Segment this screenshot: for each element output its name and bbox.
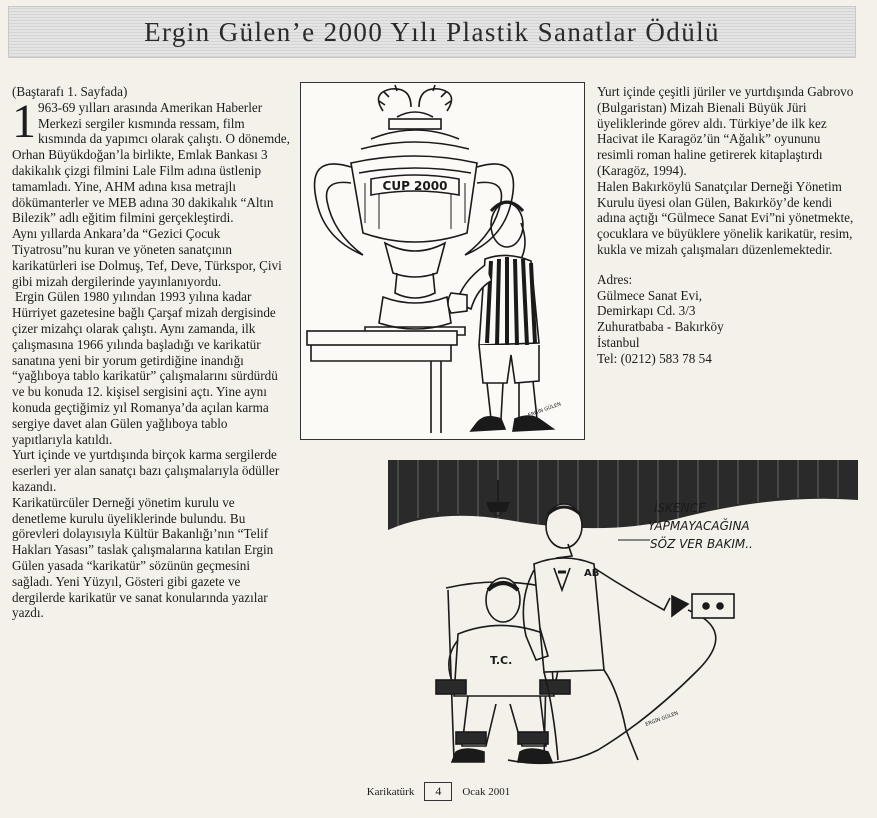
issue-date: Ocak 2001: [462, 785, 511, 798]
trophy-cartoon-drawing: [301, 83, 584, 439]
title-banner: [8, 6, 856, 58]
right-column: [597, 84, 859, 367]
address-phone: Tel: (0212) 583 78 54: [597, 350, 712, 366]
speech-line: SÖZ VER BAKIM..: [650, 537, 753, 551]
article-paragraph: Yurt içinde ve yurtdışında birçok karma sergilerde eserleri yer alan sanatçı bazı çalışmalarıyla ödüller kazandı.: [12, 447, 280, 494]
torture-cartoon-drawing: [358, 460, 858, 775]
address-block: [597, 272, 859, 367]
dropcap: 1: [12, 94, 36, 148]
article-paragraph: Ergin Gülen 1980 yılından 1993 yılına kadar Hürriyet gazetesine bağlı Çarşaf mizah dergisinde çizer mizahçı olarak çalıştı. Aynı zamanda, ilk çalışmasına 1966 yılında başladığı ve karikatür sanatına yeni bir yorum getirdiğine inandığı “yağlıboya tablo karikatür” çalışmalarını sürdürdü ve bu konuda 12. kişisel sergisini açtı. Yine aynı konuda geçtiğimiz yıl Romanya’da açılan karma sergiye davet alan Gülen yağlıboya tablo yapıtlarıyla katıldı.: [12, 289, 278, 447]
torture-cartoon: [358, 460, 858, 775]
article-paragraph: [12, 94, 290, 226]
speech-line: İŞKENCE: [654, 501, 706, 515]
article-paragraph: Yurt içinde çeşitli jüriler ve yurtdışında Gabrovo (Bulgaristan) Mizah Bienali Büyük Jüri üyeliklerinde görev aldı. Türkiye’de ilk kez Hacivat ile Karagöz’ün “Ağalık” oyununu resimli roman haline getirerek kitaplaştırdı (Karagöz, 1994).: [597, 84, 854, 178]
standing-figure-label: AB: [584, 568, 600, 579]
article-paragraph: Karikatürcüler Derneği yönetim kurulu ve denetleme kurulu üyeliklerinde bulundu. Bu görevleri dolayısıyla Kültür Bakanlığı’nın “Telif Hakları Yasası” taslak çalışmalarına katılan Ergin Gülen yasada “karikatür” sözünün geçmesini sağladı. Yeni Yüzyıl, Gösteri gibi gazete ve dergilerde karikatür ve sanat konularında yazılar yazdı.: [12, 494, 274, 621]
address-line: Demirkapı Cd. 3/3: [597, 303, 696, 319]
address-line: Gülmece Sanat Evi,: [597, 287, 703, 303]
cartoon-signature: ERGİN GÜLEN: [644, 710, 680, 728]
article-paragraph: Aynı yıllarda Ankara’da “Gezici Çocuk Tiyatrosu”nu kuran ve yöneten sanatçının karikatürleri ise Dolmuş, Tef, Deve, Türkspor, Çivi gibi mizah dergilerinde yayınlanıyordu.: [12, 226, 282, 289]
left-column: [12, 84, 290, 621]
cartoon-signature: ERGİN GÜLEN: [527, 401, 562, 419]
paragraph-text: 963-69 yılları arasında Amerikan Haberler Merkezi sergiler kısmında ressam, film kısmında da yapımcı olarak çalıştı. O dönemde, Orhan Büyükdoğan’la birlikte, Emlak Bankası 3 dakikalık çizgi filmini Lale Film adına üstlenip tamamladı. Yine, AHM adına kısa metrajlı dökümanterler ve MEB adına 30 dakikalık “Altın Bilezik” adlı eğitim filmini gerçekleştirdi.: [12, 99, 290, 226]
continued-note: (Baştarafı 1. Sayfada): [12, 84, 128, 99]
trophy-cartoon: [300, 82, 585, 440]
seated-figure-label: T.C.: [490, 654, 513, 667]
page-title: Ergin Gülen’e 2000 Yılı Plastik Sanatlar Ödülü: [144, 16, 720, 47]
magazine-name: Karikatürk: [366, 785, 415, 798]
page-footer: [0, 782, 877, 801]
address-line: Zuhuratbaba - Bakırköy: [597, 319, 724, 335]
page-number: 4: [424, 782, 452, 801]
article-paragraph: Halen Bakırköylü Sanatçılar Derneği Yönetim Kurulu üyesi olan Gülen, Bakırköy’de kendi adına açtığı “Gülmece Sanat Evi”ni yönetmekte, çocuklara ve büyüklere yönelik karikatür, resim, kukla ve mizah çalışmaları düzenlemektedir.: [597, 178, 854, 257]
speech-line: YAPMAYACAĞINA: [648, 519, 750, 533]
cup-label: CUP 2000: [382, 179, 448, 193]
address-label: Adres:: [597, 271, 633, 287]
address-line: İstanbul: [597, 334, 640, 350]
